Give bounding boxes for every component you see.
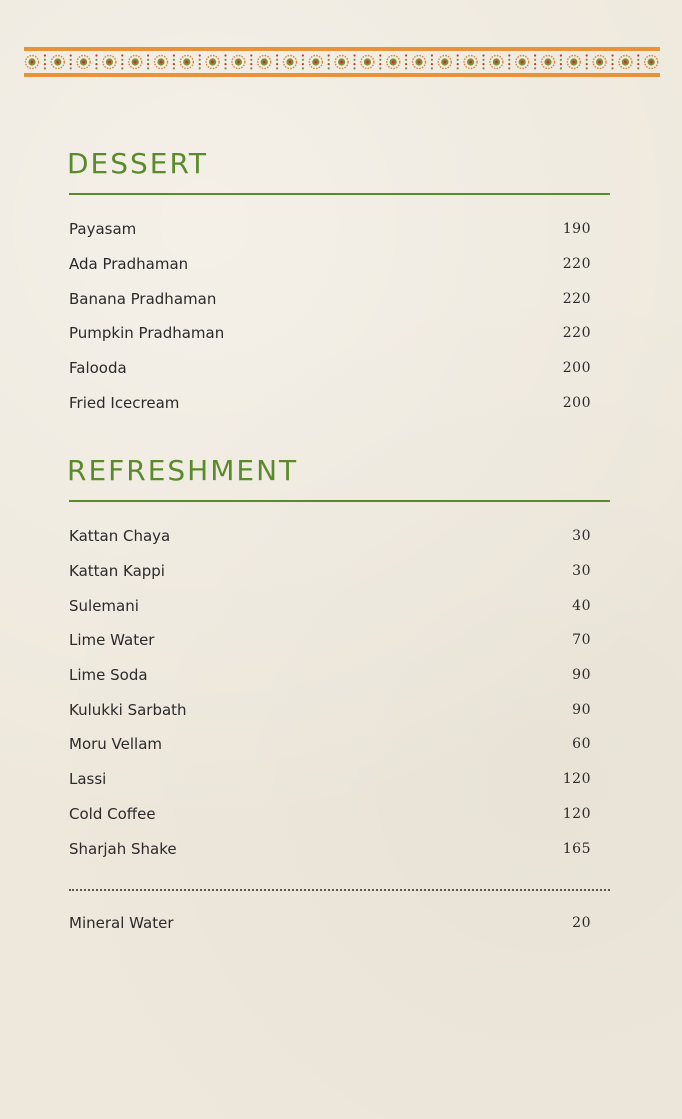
dotted-divider — [69, 889, 610, 891]
item-price: 60 — [572, 736, 591, 753]
menu-item — [69, 906, 591, 941]
menu-item — [69, 519, 591, 554]
item-price: 90 — [572, 701, 591, 718]
item-price: 40 — [572, 597, 591, 614]
extra-items-list — [69, 906, 591, 941]
item-name: Kattan Chaya — [69, 527, 171, 546]
item-name: Payasam — [69, 220, 137, 239]
border-motif — [155, 54, 175, 69]
border-motif — [542, 54, 563, 69]
item-price: 120 — [562, 805, 591, 822]
menu-item — [69, 762, 591, 797]
item-name: Kulukki Sarbath — [69, 700, 187, 719]
border-motif — [309, 54, 330, 69]
item-name: Lime Soda — [69, 666, 148, 685]
item-name: Sulemani — [69, 596, 139, 615]
menu-item — [69, 588, 591, 623]
border-motif — [645, 56, 658, 69]
border-motif — [284, 54, 305, 69]
section-title-refreshment: REFRESHMENT — [67, 454, 299, 487]
border-motif — [516, 54, 537, 69]
item-price: 200 — [562, 360, 591, 377]
decorative-border — [24, 47, 660, 77]
item-price: 30 — [572, 528, 591, 545]
border-motif — [129, 54, 150, 69]
item-price: 165 — [562, 840, 591, 857]
decorative-border-pattern — [24, 47, 660, 77]
item-name: Kattan Kappi — [69, 562, 165, 581]
item-price: 70 — [572, 632, 591, 649]
menu-item — [69, 797, 591, 832]
item-name: Sharjah Shake — [69, 839, 177, 858]
menu-item — [69, 247, 591, 282]
item-price: 220 — [562, 325, 591, 342]
menu-item — [69, 351, 591, 386]
item-price: 200 — [562, 394, 591, 411]
item-name: Pumpkin Pradhaman — [69, 324, 225, 343]
menu-item — [69, 385, 591, 420]
section-title-dessert: DESSERT — [67, 147, 209, 180]
refreshment-list — [69, 519, 591, 866]
menu-item — [69, 692, 591, 727]
border-motif — [361, 54, 382, 69]
border-motif — [258, 54, 279, 69]
menu-item — [69, 212, 591, 247]
border-motif — [438, 54, 459, 69]
menu-item — [69, 316, 591, 351]
border-motif — [490, 54, 511, 69]
border-motif — [232, 54, 253, 69]
menu-item — [69, 623, 591, 658]
item-name: Lime Water — [69, 631, 155, 650]
border-motif — [51, 54, 72, 69]
border-motif — [593, 54, 614, 69]
border-motif — [387, 54, 408, 69]
border-motif — [464, 54, 485, 69]
border-motif — [180, 54, 200, 69]
border-motif — [77, 54, 98, 69]
border-motif — [619, 54, 640, 69]
item-name: Cold Coffee — [69, 804, 156, 823]
menu-item — [69, 554, 591, 589]
item-name: Fried Icecream — [69, 393, 180, 412]
item-name: Mineral Water — [69, 914, 174, 933]
border-motif — [335, 54, 356, 69]
item-name: Moru Vellam — [69, 735, 163, 754]
item-name: Ada Pradhaman — [69, 255, 189, 274]
item-price: 20 — [572, 915, 591, 932]
menu-item — [69, 727, 591, 762]
item-price: 190 — [562, 221, 591, 238]
section-rule — [69, 500, 610, 502]
border-motif — [413, 54, 434, 69]
menu-item — [69, 658, 591, 693]
menu-item — [69, 831, 591, 866]
item-name: Banana Pradhaman — [69, 289, 217, 308]
item-name: Falooda — [69, 359, 127, 378]
item-price: 220 — [562, 290, 591, 307]
item-price: 30 — [572, 563, 591, 580]
border-motif — [26, 54, 47, 69]
item-price: 90 — [572, 667, 591, 684]
section-rule — [69, 193, 610, 195]
menu-item — [69, 281, 591, 316]
item-price: 120 — [562, 771, 591, 788]
dessert-list — [69, 212, 591, 420]
border-motif — [103, 54, 124, 69]
item-name: Lassi — [69, 770, 107, 789]
item-price: 220 — [562, 256, 591, 273]
border-motif — [206, 54, 226, 69]
border-motif — [567, 54, 588, 69]
